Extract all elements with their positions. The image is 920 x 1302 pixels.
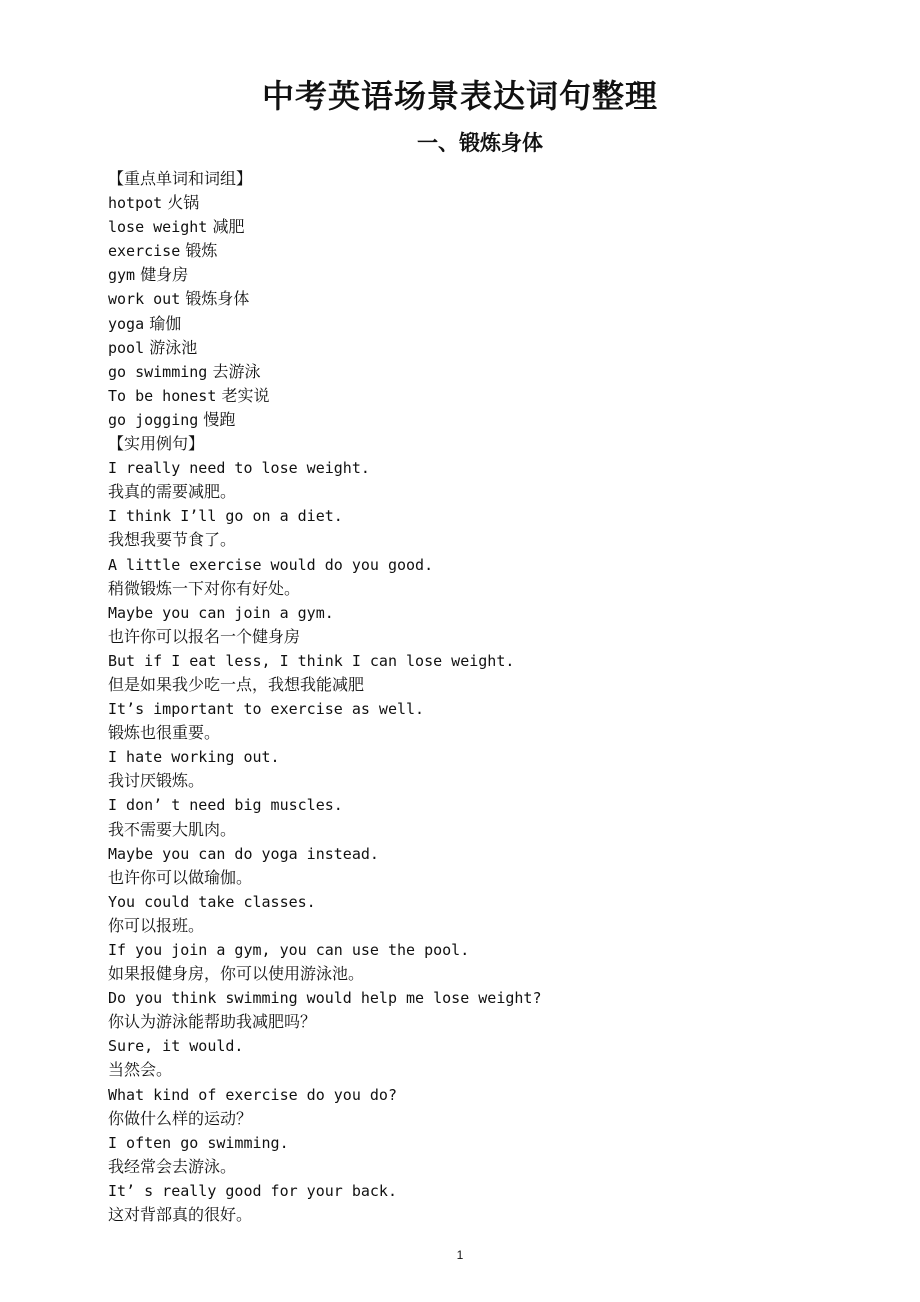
sentence-chinese: 你认为游泳能帮助我减肥吗？ bbox=[108, 1012, 317, 1032]
vocab-item bbox=[108, 408, 868, 432]
vocab-english: work out bbox=[108, 290, 181, 309]
sentence-chinese: 我不需要大肌肉。 bbox=[108, 819, 237, 839]
vocab-english: go jogging bbox=[108, 410, 199, 429]
sentences-heading: 【实用例句】 bbox=[108, 434, 205, 454]
sentence-chinese: 锻炼也很重要。 bbox=[108, 723, 221, 743]
vocab-chinese: 锻炼 bbox=[185, 241, 218, 261]
vocab-heading: 【重点单词和词组】 bbox=[108, 169, 253, 188]
sentence-chinese: 如果报健身房，你可以使用游泳池。 bbox=[108, 964, 365, 984]
vocab-chinese: 减肥 bbox=[212, 217, 245, 237]
vocab-item bbox=[108, 191, 868, 215]
sentence-chinese: 我想我要节食了。 bbox=[108, 530, 237, 550]
vocab-english: gym bbox=[108, 266, 136, 285]
vocab-chinese: 游泳池 bbox=[149, 337, 198, 357]
vocab-chinese: 火锅 bbox=[167, 193, 200, 213]
sentence-english: I really need to lose weight. bbox=[108, 459, 370, 478]
sentence-english: I don’ t need big muscles. bbox=[108, 796, 343, 815]
sentence-english: Do you think swimming would help me lose weight? bbox=[108, 989, 542, 1008]
vocab-item bbox=[108, 384, 868, 408]
sentence-chinese: 我经常会去游泳。 bbox=[108, 1156, 237, 1176]
vocab-english: To be honest bbox=[108, 386, 217, 405]
sentence-chinese: 也许你可以报名一个健身房 bbox=[108, 626, 301, 646]
sentence-chinese: 这对背部真的很好。 bbox=[108, 1205, 253, 1225]
sentence-english: Maybe you can do yoga instead. bbox=[108, 844, 379, 863]
sentence-english: I think I’ll go on a diet. bbox=[108, 507, 343, 526]
sentence-english: A little exercise would do you good. bbox=[108, 555, 434, 574]
sentence-english: I often go swimming. bbox=[108, 1133, 289, 1152]
vocab-english: pool bbox=[108, 338, 145, 357]
sentence-english: What kind of exercise do you do? bbox=[108, 1085, 397, 1104]
sentence-chinese: 你做什么样的运动？ bbox=[108, 1108, 253, 1128]
sentence-english: If you join a gym, you can use the pool. bbox=[108, 941, 470, 959]
vocab-item bbox=[108, 263, 868, 287]
page-number: 1 bbox=[456, 1248, 464, 1262]
sentence-chinese: 但是如果我少吃一点，我想我能减肥 bbox=[108, 674, 365, 694]
vocab-english: lose weight bbox=[108, 218, 208, 237]
sentence-chinese: 我真的需要减肥。 bbox=[108, 482, 237, 502]
sentence-english: It’ s really good for your back. bbox=[108, 1181, 397, 1200]
vocab-english: hotpot bbox=[108, 194, 163, 213]
vocab-chinese: 去游泳 bbox=[212, 361, 261, 381]
vocab-list bbox=[108, 191, 868, 432]
vocab-item bbox=[108, 360, 868, 384]
sentence-english: It’s important to exercise as well. bbox=[108, 700, 425, 719]
sentence-chinese: 也许你可以做瑜伽。 bbox=[108, 867, 253, 887]
vocab-chinese: 慢跑 bbox=[203, 409, 236, 429]
vocab-chinese: 锻炼身体 bbox=[185, 289, 250, 309]
vocab-item bbox=[108, 215, 868, 239]
sentence-english: Maybe you can join a gym. bbox=[108, 603, 334, 622]
page-title: 中考英语场景表达词句整理 bbox=[261, 77, 658, 115]
vocab-chinese: 瑜伽 bbox=[149, 313, 182, 333]
vocab-chinese: 健身房 bbox=[140, 265, 189, 285]
sentence-english: I hate working out. bbox=[108, 748, 280, 767]
document-body bbox=[108, 167, 868, 1227]
sentence-english: But if I eat less, I think I can lose weight. bbox=[108, 651, 515, 670]
vocab-item bbox=[108, 239, 868, 263]
vocab-english: go swimming bbox=[108, 362, 208, 381]
sentence-chinese: 当然会。 bbox=[108, 1060, 173, 1080]
sentence-chinese: 稍微锻炼一下对你有好处。 bbox=[108, 578, 301, 598]
sentence-english: Sure, it would. bbox=[108, 1037, 244, 1056]
sentence-english: You could take classes. bbox=[108, 892, 316, 911]
vocab-item bbox=[108, 336, 868, 360]
sentence-chinese: 我讨厌锻炼。 bbox=[108, 771, 205, 791]
vocab-english: yoga bbox=[108, 314, 145, 333]
section-title: 一、锻炼身体 bbox=[417, 131, 543, 155]
vocab-chinese: 老实说 bbox=[221, 385, 270, 405]
vocab-item bbox=[108, 287, 868, 311]
sentence-list bbox=[108, 456, 868, 1227]
vocab-item bbox=[108, 312, 868, 336]
vocab-english: exercise bbox=[108, 242, 181, 261]
sentence-chinese: 你可以报班。 bbox=[108, 915, 205, 935]
